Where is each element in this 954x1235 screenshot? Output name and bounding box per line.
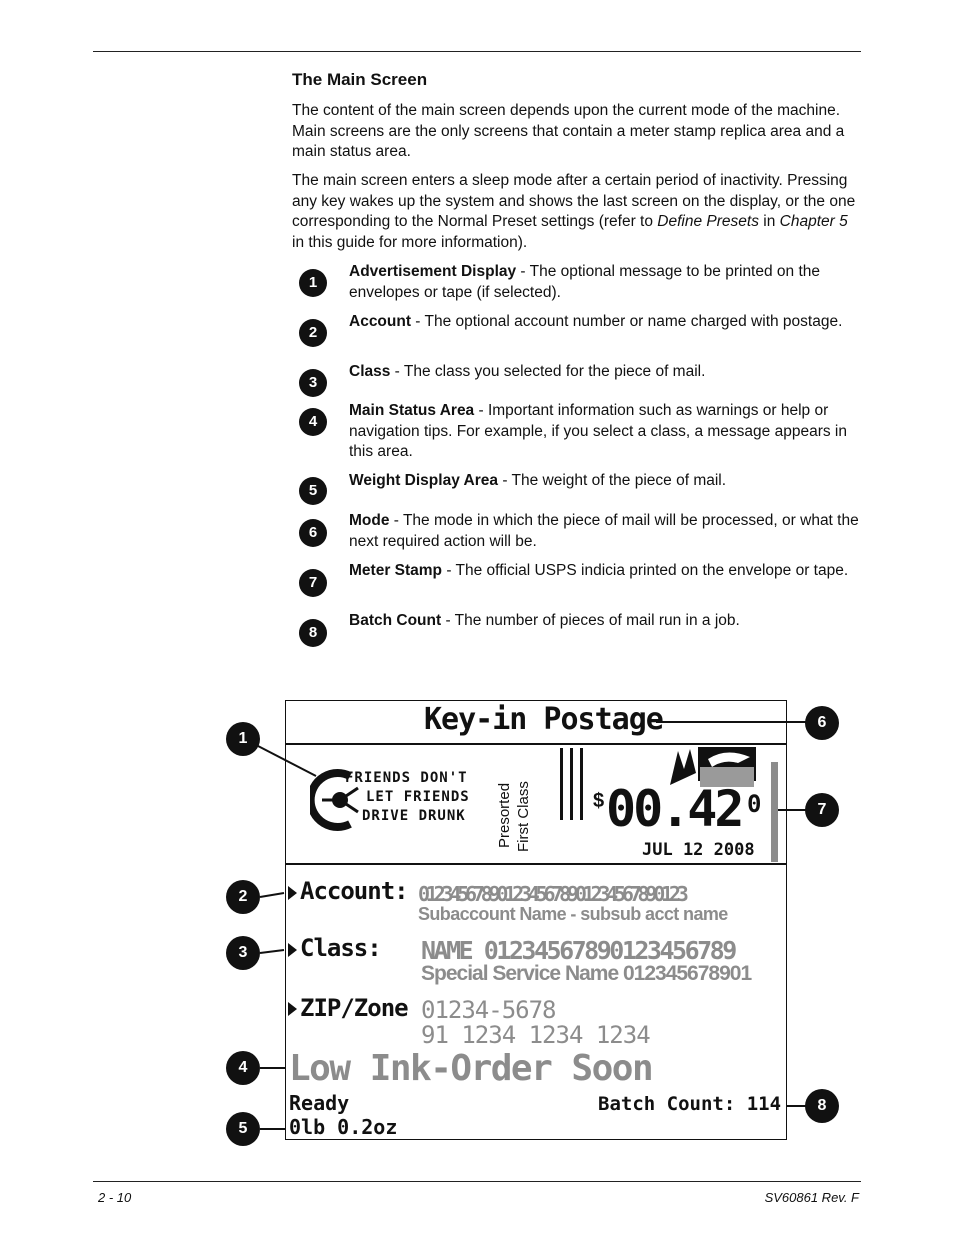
callout-3: 3 — [226, 936, 260, 970]
zip-label: ZIP/Zone — [300, 994, 408, 1022]
list-item-desc: - The optional account number or name charged with postage. — [411, 313, 843, 330]
list-item-desc: - The weight of the piece of mail. — [498, 472, 727, 489]
mode-title: Key-in Postage — [424, 702, 663, 737]
list-item-term: Main Status Area — [349, 402, 475, 419]
number-badge: 7 — [299, 569, 327, 597]
weight-display: 0lb 0.2oz — [289, 1115, 398, 1139]
number-badge: 4 — [299, 408, 327, 436]
zip-value: 01234-5678 — [421, 996, 556, 1024]
list-item-desc: - The optional message to be printed on the envelopes or tape (if selected). — [349, 263, 821, 301]
list-item-desc: - The mode in which the piece of mail will be processed, or what the next required action will be. — [349, 512, 859, 550]
list-item-term: Meter Stamp — [349, 562, 443, 579]
postage-dollar-sign: $ — [593, 790, 605, 812]
class-vertical-1: Presorted — [496, 782, 513, 848]
list-item-desc: - The class you selected for the piece of mail. — [390, 363, 706, 380]
list-item-term: Advertisement Display — [349, 263, 517, 280]
list-item-desc: - Important information such as warnings or help or navigation tips. For example, if you select a class, a message appears in this area. — [349, 402, 847, 460]
status-message: Low Ink-Order Soon — [289, 1048, 653, 1089]
list-item-term: Class — [349, 363, 391, 380]
number-badge: 2 — [299, 319, 327, 347]
callout-1: 1 — [226, 722, 260, 756]
stamp-date: JUL 12 2008 — [642, 840, 755, 860]
callout-7: 7 — [805, 793, 839, 827]
paragraph-2-ref-mid: in — [758, 213, 780, 230]
ad-line-2: LET FRIENDS — [366, 789, 470, 805]
ad-line-3: DRIVE DRUNK — [362, 808, 466, 824]
special-service: Special Service Name 012345678901 — [421, 962, 752, 985]
class-value: NAME 01234567890123456789 — [421, 936, 735, 965]
number-badge: 5 — [299, 477, 327, 505]
number-badge: 3 — [299, 369, 327, 397]
class-vertical-2: First Class — [515, 781, 532, 852]
number-badge: 6 — [299, 519, 327, 547]
paragraph-1: The content of the main screen depends upon the current mode of the machine. Main screens are the only screens that contain a meter stamp replica area and a main status area. — [292, 102, 845, 160]
callout-5: 5 — [226, 1112, 260, 1146]
paragraph-2-ref-presets: Define Presets — [657, 213, 759, 230]
section-title: The Main Screen — [292, 70, 428, 89]
number-badge: 1 — [299, 269, 327, 297]
postage-superscript: 0 — [747, 790, 762, 818]
ready-status: Ready — [289, 1091, 350, 1115]
list-item-desc: - The official USPS indicia printed on the envelope or tape. — [442, 562, 849, 579]
paragraph-2-ref-chapter: Chapter 5 — [779, 213, 848, 230]
document-id: SV60861 Rev. F — [764, 1190, 859, 1205]
page-number: 2 - 10 — [98, 1190, 132, 1205]
callout-8: 8 — [805, 1089, 839, 1123]
list-item-term: Batch Count — [349, 612, 442, 629]
account-label: Account: — [300, 877, 408, 905]
postage-amount: 00.42 — [606, 780, 742, 838]
account-value: 0123456789012345678901234567890123 — [418, 882, 685, 906]
tracking-number: 91 1234 1234 1234 — [421, 1021, 650, 1049]
number-badge: 8 — [299, 619, 327, 647]
list-item-desc: - The number of pieces of mail run in a job. — [441, 612, 740, 629]
subaccount-name: Subaccount Name - subsub acct name — [418, 904, 728, 924]
list-item-term: Mode — [349, 512, 390, 529]
paragraph-2-ref-tail: in this guide for more information). — [292, 233, 528, 251]
ad-line-1: FRIENDS DON'T — [345, 770, 468, 786]
list-item-term: Account — [349, 313, 411, 330]
list-item-term: Weight Display Area — [349, 472, 499, 489]
callout-4: 4 — [226, 1051, 260, 1085]
callout-2: 2 — [226, 880, 260, 914]
class-label: Class: — [300, 934, 381, 962]
paragraph-2-text: The main screen enters a sleep mode after a certain period of inactivity. Pressing any key wakes up the system and shows the last screen on the display, or the one corresponding to the Normal Preset settings (refer to — [292, 172, 856, 230]
batch-count: Batch Count: 114 — [598, 1093, 782, 1115]
footer-rule — [93, 1181, 861, 1182]
callout-6: 6 — [805, 706, 839, 740]
